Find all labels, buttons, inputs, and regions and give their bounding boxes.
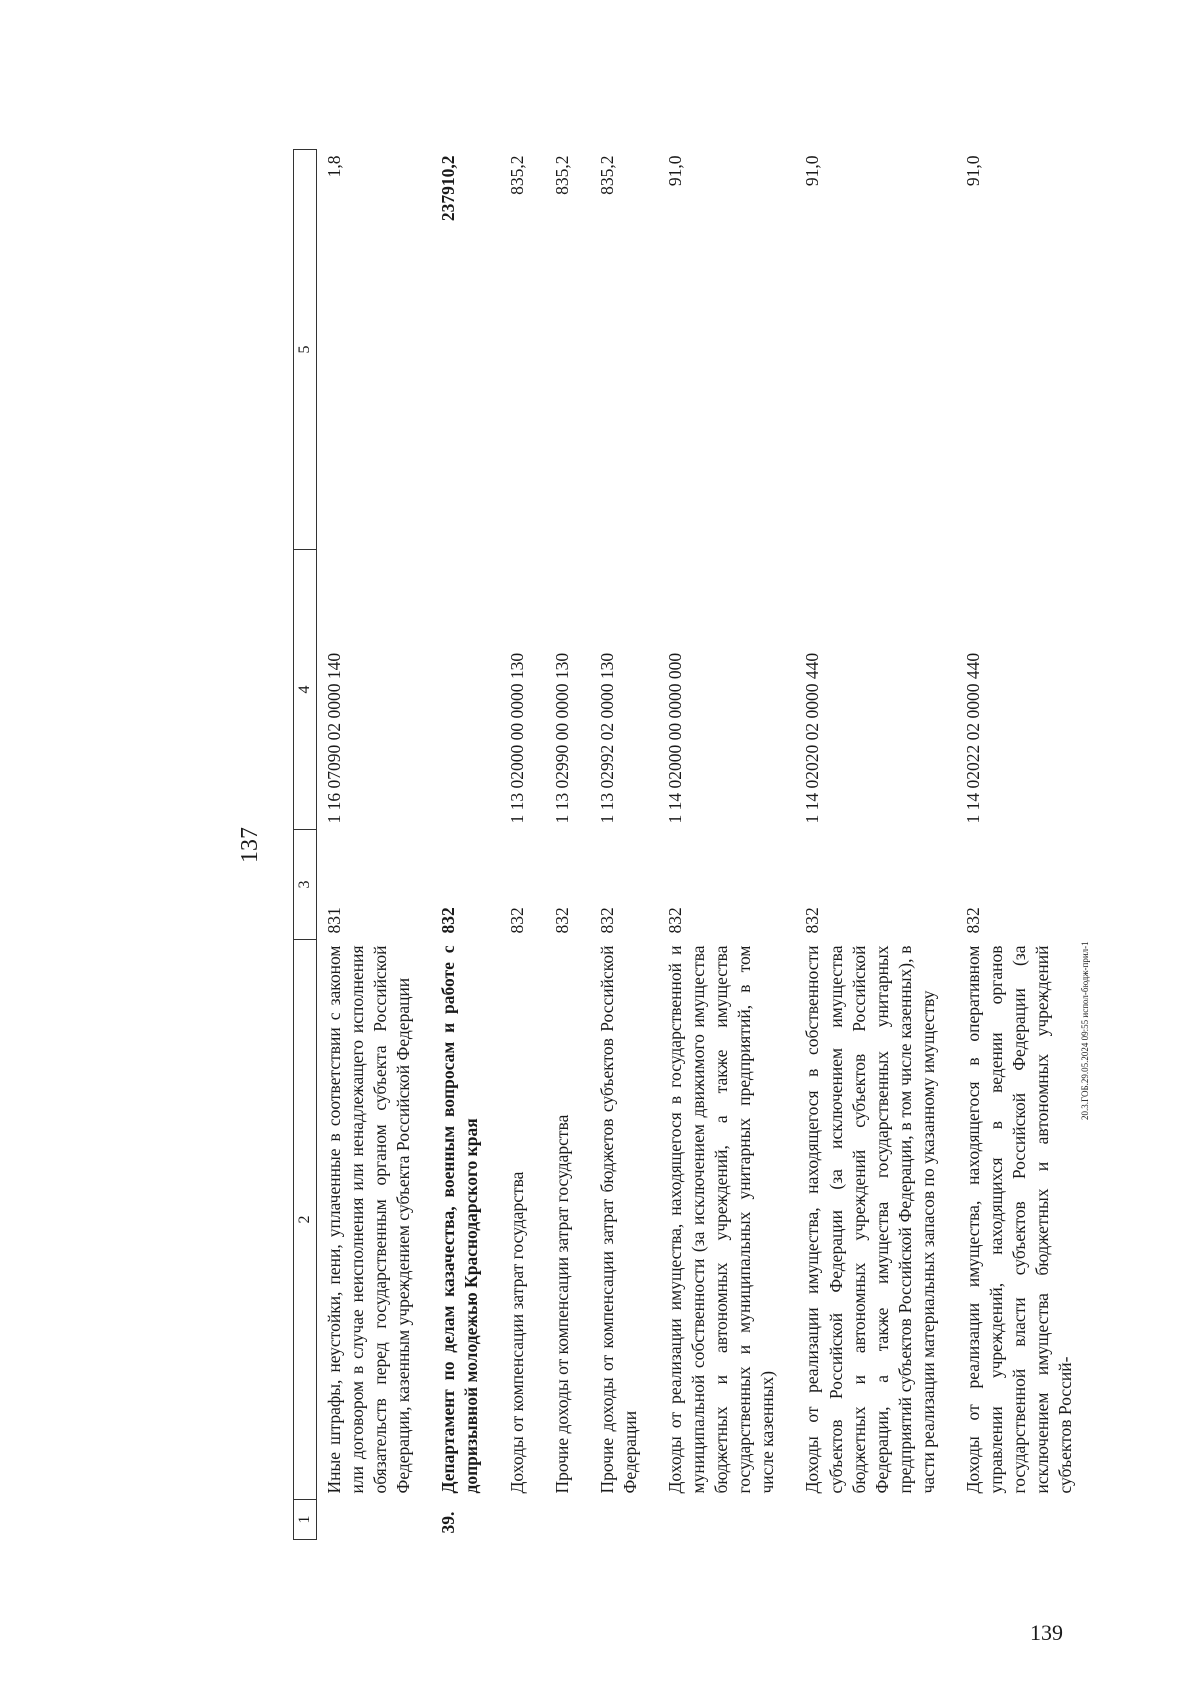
- row-name-cell: Прочие доходы от компенсации затрат государства: [551, 1114, 572, 1494]
- row-number-cell: [795, 1500, 956, 1540]
- table-body: [317, 150, 1094, 1540]
- row-amount-cell: 91,0: [664, 155, 685, 187]
- row-budget-code-cell: 1 14 02020 02 0000 440: [802, 652, 823, 824]
- header-col-2: 2: [294, 940, 317, 1500]
- row-admin-code-cell: 832: [962, 907, 983, 934]
- row-number-cell: 39.: [438, 1511, 459, 1534]
- row-number-cell: [590, 1500, 658, 1540]
- row-admin-code-cell: 832: [551, 907, 572, 934]
- row-name-cell: Доходы от реализации имущества, находящегося в оперативном управлении учреждений, находящихся в ведении органов государственной власти субъектов Российской Федерации (за исключением имущества бюджетных и автономных учреждений субъектов Россий-: [962, 945, 1076, 1494]
- row-number-cell: [317, 1500, 432, 1540]
- footer-code: [1080, 700, 1100, 1120]
- row-number-cell: [956, 1500, 1093, 1540]
- row-budget-code-cell: 1 13 02990 00 0000 130: [551, 652, 572, 824]
- rotated-content: [215, 150, 1085, 1540]
- row-admin-code-cell: 832: [664, 907, 685, 934]
- table-row: [956, 150, 1093, 1540]
- row-name-cell: Прочие доходы от компенсации затрат бюджетов субъектов Российской Федерации: [596, 945, 640, 1494]
- row-admin-code-cell: 831: [324, 907, 344, 934]
- row-admin-code-cell: 832: [506, 907, 527, 934]
- sheet-number: 139: [1030, 1620, 1063, 1645]
- table-header-row: [294, 150, 317, 1540]
- header-col-3: 3: [294, 830, 317, 940]
- row-amount-cell: 835,2: [596, 155, 617, 195]
- row-budget-code-cell: [431, 550, 499, 830]
- row-budget-code-cell: 1 14 02000 00 0000 000: [664, 652, 685, 824]
- table-row: [500, 150, 545, 1540]
- table-row: [545, 150, 590, 1540]
- row-name-cell: Доходы от реализации имущества, находящегося в государственной и муниципальной собственности (за исключением движимого имущества бюджетных и автономных учреждений, а также имущества государственных и муниципальных унитарных предприятий, в том числе казенных): [664, 945, 778, 1494]
- table-row: [658, 150, 795, 1540]
- row-admin-code-cell: 832: [802, 907, 823, 934]
- row-number-cell: [545, 1500, 590, 1540]
- header-col-5: 5: [294, 150, 317, 550]
- row-number-cell: [658, 1500, 795, 1540]
- row-name-cell: Доходы от компенсации затрат государства: [506, 1171, 527, 1494]
- row-admin-code-cell: 832: [438, 907, 459, 934]
- row-budget-code-cell: 1 13 02000 00 0000 130: [506, 652, 527, 824]
- header-col-4: 4: [294, 550, 317, 830]
- row-amount-cell: 91,0: [802, 155, 823, 187]
- footer-code-text: 20.3.ГОБ.29.05.2024 09:55 испол-бюдж-прил-1: [1080, 941, 1090, 1120]
- row-name-cell: Иные штрафы, неустойки, пени, уплаченные в соответствии с законом или договором в случае неисполнения или ненадлежащего исполнения обязательств перед государственным органом субъекта Российской Федерации, казенным учреждением субъекта Российской Федерации: [324, 945, 414, 1494]
- row-name-cell: Департамент по делам казачества, военным вопросам и работе с допризывной молодежью Краснодарского края: [438, 945, 482, 1494]
- row-admin-code-cell: 832: [596, 907, 617, 934]
- header-col-1: 1: [294, 1500, 317, 1540]
- table-row: [590, 150, 658, 1540]
- row-amount-cell: 835,2: [506, 155, 527, 195]
- row-name-cell: Доходы от реализации имущества, находящегося в собственности субъектов Российской Федерации (за исключением имущества бюджетных и автономных учреждений субъектов Российской Федерации, а также имущества государственных унитарных предприятий субъектов Российской Федерации, в том числе казенных), в части реализации материальных запасов по указанному имуществу: [802, 945, 938, 1494]
- row-amount-cell: 91,0: [962, 155, 983, 187]
- table-row: [431, 150, 499, 1540]
- row-number-cell: [500, 1500, 545, 1540]
- table-row: [795, 150, 956, 1540]
- printed-page-number: 137: [237, 827, 263, 863]
- row-amount-cell: 237910,2: [438, 155, 459, 222]
- row-budget-code-cell: 1 14 02022 02 0000 440: [962, 652, 983, 824]
- row-budget-code-cell: 1 16 07090 02 0000 140: [324, 652, 344, 824]
- revenue-table: [293, 149, 1093, 1540]
- table-row: [317, 150, 432, 1540]
- row-budget-code-cell: 1 13 02992 02 0000 130: [596, 652, 617, 824]
- row-amount-cell: 835,2: [551, 155, 572, 195]
- row-amount-cell: 1,8: [324, 155, 344, 178]
